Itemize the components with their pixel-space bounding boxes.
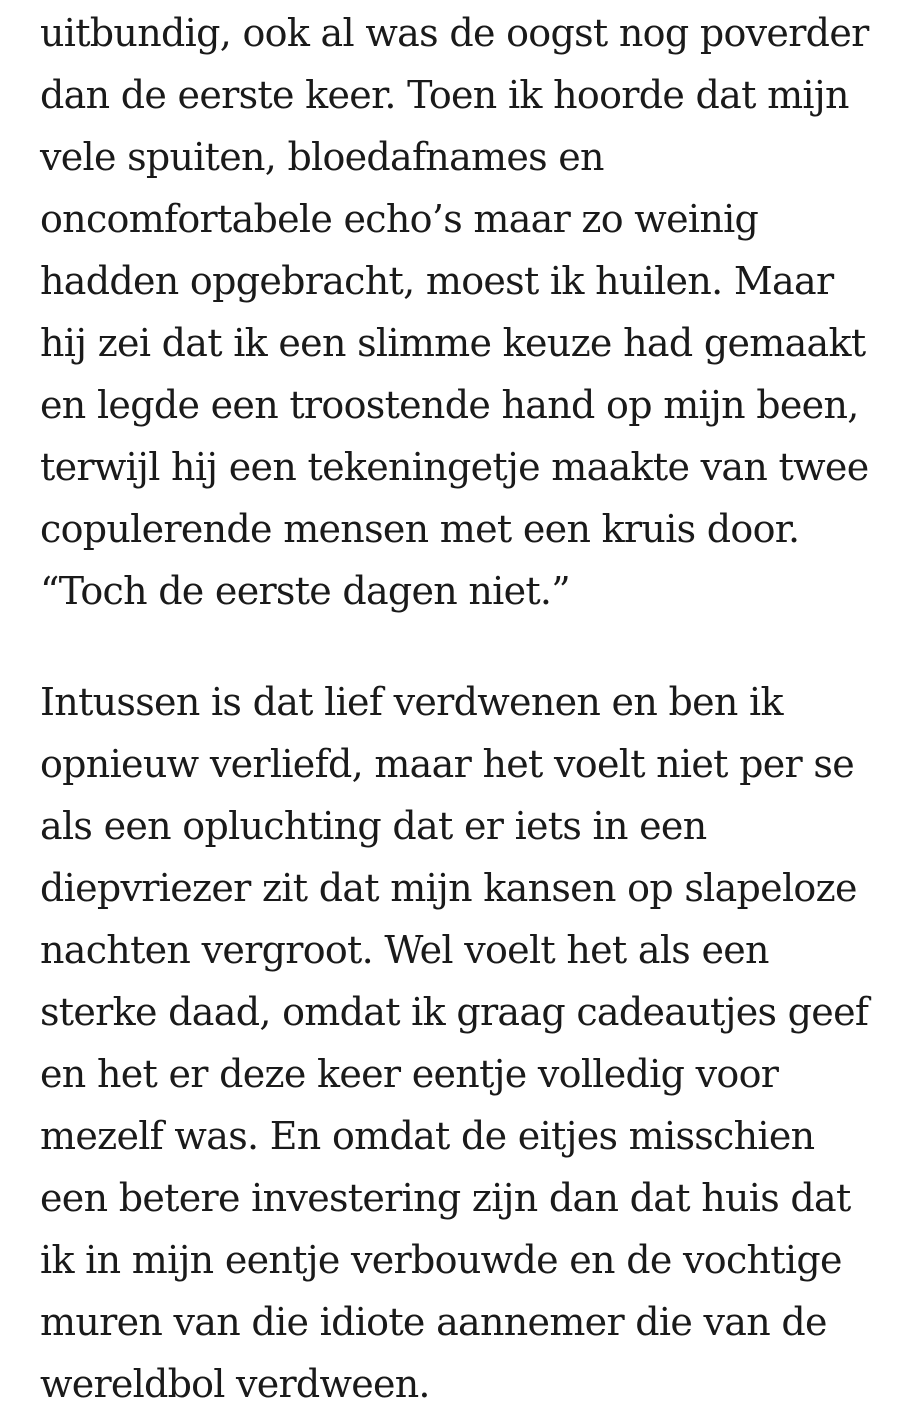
text-line: dan de eerste keer. Toen ik hoorde dat mijn [40,73,849,117]
text-line: en het er deze keer eentje volledig voor [40,1052,779,1096]
text-line: terwijl hij een tekeningetje maakte van twee [40,445,869,489]
text-line: mezelf was. En omdat de eitjes misschien [40,1114,815,1158]
text-line: “Toch de eerste dagen niet.” [40,569,570,613]
text-line: sterke daad, omdat ik graag cadeautjes geef [40,990,869,1034]
text-line: copulerende mensen met een kruis door. [40,507,800,551]
paragraph [40,671,908,1415]
text-line: oncomfortabele echo’s maar zo weinig [40,197,759,241]
text-line: ik in mijn eentje verbouwde en de vochtige [40,1238,842,1282]
text-line: diepvriezer zit dat mijn kansen op slapeloze [40,866,857,910]
text-line: vele spuiten, bloedafnames en [40,135,604,179]
paragraph [40,0,908,622]
text-line: uitbundig, ook al was de oogst nog poverder [40,11,869,55]
article-body [40,0,908,1415]
text-line: opnieuw verliefd, maar het voelt niet per se [40,742,855,786]
text-line: een betere investering zijn dan dat huis dat [40,1176,851,1220]
text-line: wereldbol verdween. [40,1362,430,1406]
text-line: en legde een troostende hand op mijn been, [40,383,859,427]
text-line: hadden opgebracht, moest ik huilen. Maar [40,259,834,303]
text-line: Intussen is dat lief verdwenen en ben ik [40,680,783,724]
text-line: nachten vergroot. Wel voelt het als een [40,928,769,972]
text-line: als een opluchting dat er iets in een [40,804,707,848]
text-line: hij zei dat ik een slimme keuze had gemaakt [40,321,866,365]
text-line: muren van die idiote aannemer die van de [40,1300,827,1344]
